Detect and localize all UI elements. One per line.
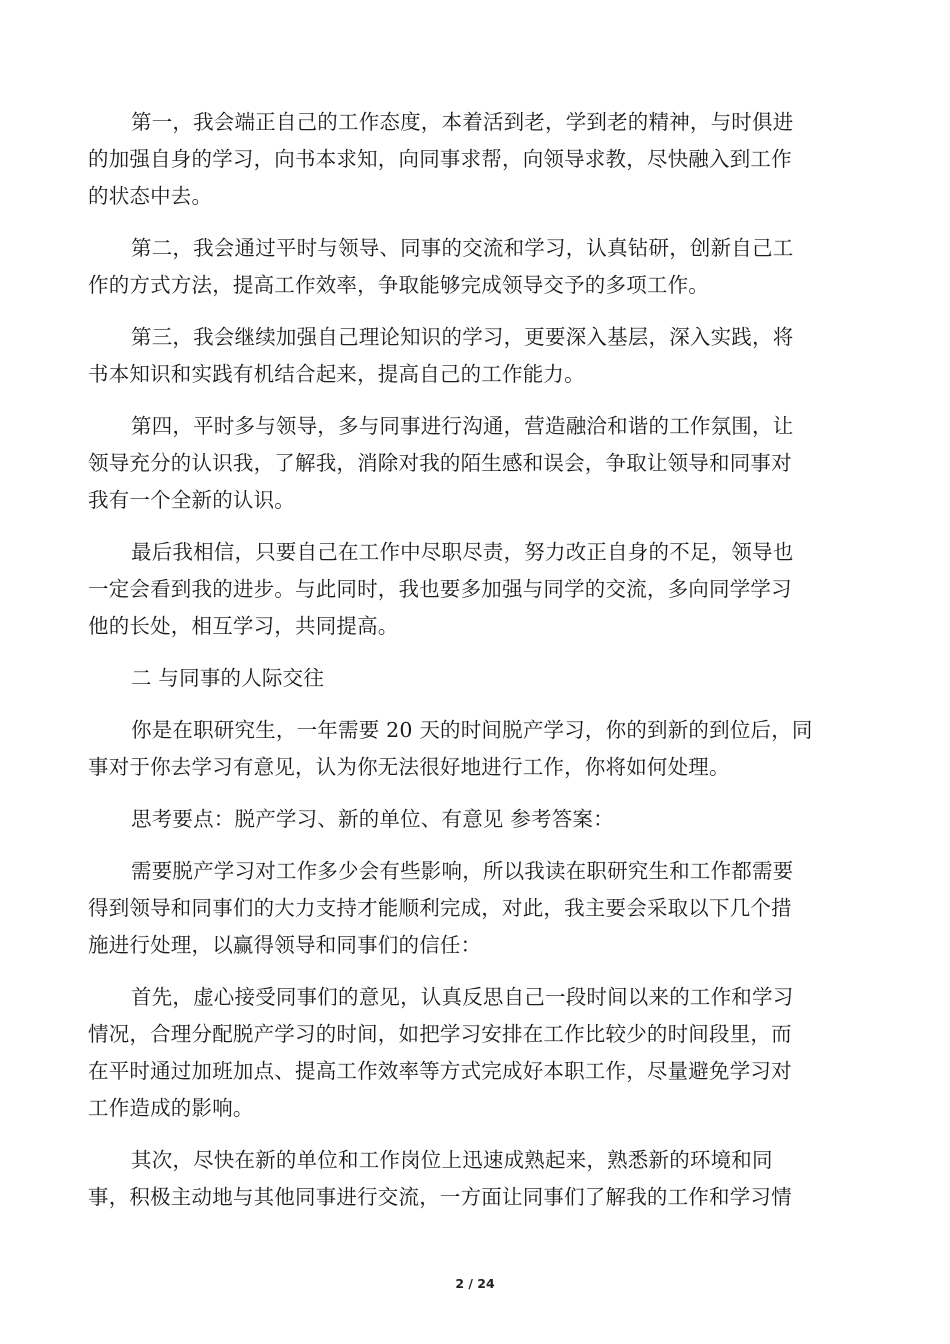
paragraph-line: 领导充分的认识我，了解我，消除对我的陌生感和误会，争取让领导和同事对 — [88, 451, 792, 475]
paragraph-line: 一定会看到我的进步。与此同时，我也要多加强与同学的交流，多向同学学习 — [88, 577, 792, 601]
paragraph — [88, 319, 858, 393]
paragraph — [88, 534, 858, 645]
paragraph-line: 首先，虚心接受同事们的意见，认真反思自己一段时间以来的工作和学习 — [131, 985, 794, 1009]
paragraph — [88, 408, 858, 519]
paragraph-line: 他的长处，相互学习，共同提高。 — [88, 614, 399, 638]
paragraph — [88, 230, 858, 304]
document-body — [88, 104, 858, 1231]
paragraph-line: 最后我相信，只要自己在工作中尽职尽责，努力改正自身的不足，领导也 — [131, 540, 794, 564]
paragraph — [88, 104, 858, 215]
paragraph-line: 思考要点：脱产学习、新的单位、有意见 参考答案： — [131, 807, 614, 831]
paragraph-line: 作的方式方法，提高工作效率，争取能够完成领导交予的多项工作。 — [88, 273, 709, 297]
paragraph-line: 第四，平时多与领导，多与同事进行沟通，营造融洽和谐的工作氛围，让 — [131, 414, 794, 438]
paragraph-line: 的加强自身的学习，向书本求知，向同事求帮，向领导求教，尽快融入到工作 — [88, 147, 792, 171]
paragraph-line: 我有一个全新的认识。 — [88, 488, 295, 512]
paragraph — [88, 712, 858, 786]
paragraph-line: 的状态中去。 — [88, 184, 213, 208]
paragraph-line: 情况，合理分配脱产学习的时间，如把学习安排在工作比较少的时间段里，而 — [88, 1022, 792, 1046]
paragraph-line: 需要脱产学习对工作多少会有些影响，所以我读在职研究生和工作都需要 — [131, 859, 794, 883]
paragraph-line: 施进行处理，以赢得领导和同事们的信任： — [88, 933, 482, 957]
paragraph — [88, 660, 858, 697]
paragraph-line: 二 与同事的人际交往 — [131, 666, 325, 690]
paragraph — [88, 853, 858, 964]
paragraph-line: 第三，我会继续加强自己理论知识的学习，更要深入基层，深入实践，将 — [131, 325, 794, 349]
paragraph-line: 第一，我会端正自己的工作态度，本着活到老，学到老的精神，与时俱进 — [131, 110, 794, 134]
paragraph-line: 其次，尽快在新的单位和工作岗位上迅速成熟起来，熟悉新的环境和同 — [131, 1148, 773, 1172]
paragraph-line: 工作造成的影响。 — [88, 1096, 254, 1120]
paragraph-line: 事对于你去学习有意见，认为你无法很好地进行工作，你将如何处理。 — [88, 755, 730, 779]
paragraph-line: 在平时通过加班加点、提高工作效率等方式完成好本职工作，尽量避免学习对 — [88, 1059, 792, 1083]
paragraph — [88, 979, 858, 1127]
paragraph-line: 事，积极主动地与其他同事进行交流，一方面让同事们了解我的工作和学习情 — [88, 1185, 792, 1209]
paragraph-line: 得到领导和同事们的大力支持才能顺利完成，对此，我主要会采取以下几个措 — [88, 896, 792, 920]
paragraph-line: 第二，我会通过平时与领导、同事的交流和学习，认真钻研，创新自己工 — [131, 236, 794, 260]
paragraph — [88, 801, 858, 838]
paragraph-line: 你是在职研究生，一年需要 20 天的时间脱产学习，你的到新的到位后，同 — [131, 718, 813, 742]
page-number: 2 / 24 — [455, 1276, 495, 1291]
paragraph-line: 书本知识和实践有机结合起来，提高自己的工作能力。 — [88, 362, 585, 386]
paragraph — [88, 1142, 858, 1216]
